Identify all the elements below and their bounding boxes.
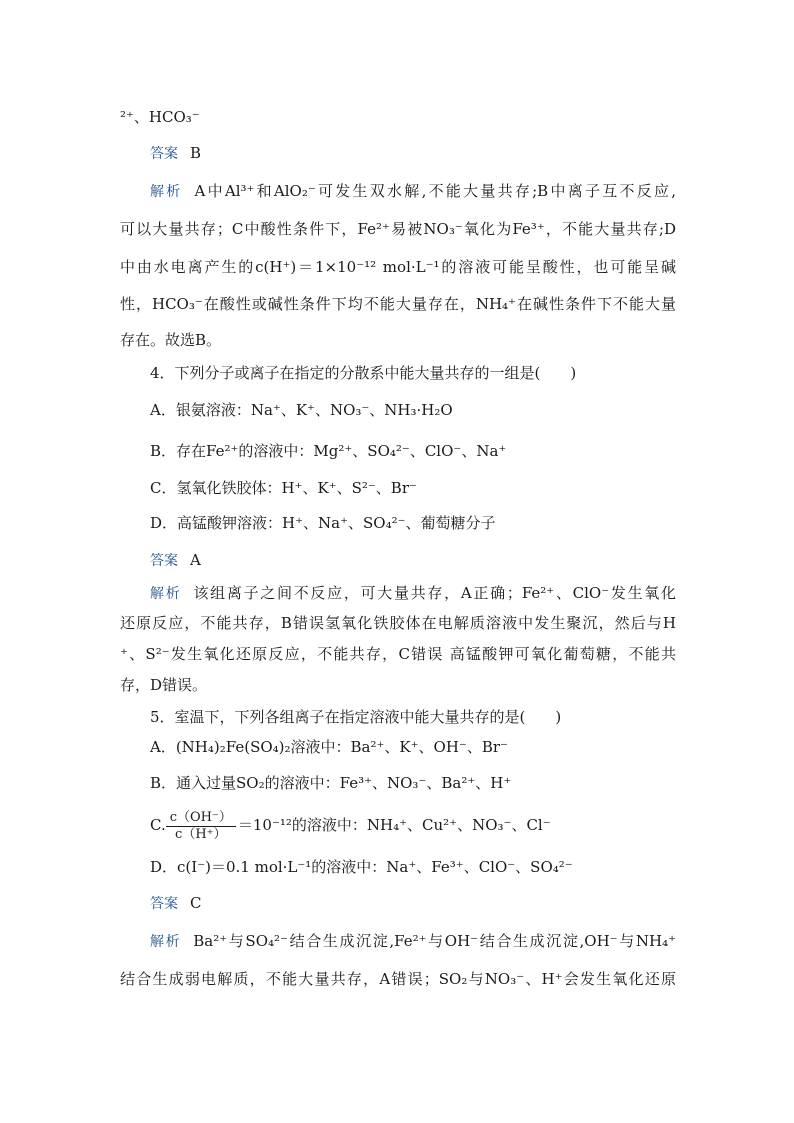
answer-label: 答案 xyxy=(150,553,178,569)
text-line: 还原反应，不能共存，B错误氢氧化铁胶体在电解质溶液中发生聚沉，然后与H xyxy=(120,614,676,632)
question-line: 4．下列分子或离子在指定的分散系中能大量共存的一组是( ) xyxy=(150,364,577,382)
option-line-fraction: C. $\frac{c(OH^-)}{c(H^+)}$ ＝10⁻¹²的溶液中：NH₄⁺、Cu²⁺、NO₃⁻、Cl⁻ xyxy=(150,809,551,842)
analysis-label: 解析 xyxy=(150,184,183,200)
text-line: ²⁺、HCO₃⁻ xyxy=(120,108,200,126)
text-line: 存，D错误。 xyxy=(120,676,208,694)
analysis-label: 解析 xyxy=(150,934,182,950)
option-line: B．存在Fe²⁺的溶液中：Mg²⁺、SO₄²⁻、ClO⁻、Na⁺ xyxy=(150,442,507,460)
fraction: $\frac{c(OH^-)}{c(H^+)}$ xyxy=(166,810,236,843)
option-line: B．通入过量SO₂的溶液中：Fe³⁺、NO₃⁻、Ba²⁺、H⁺ xyxy=(150,774,512,792)
option-line: D．c(I⁻)＝0.1 mol·L⁻¹的溶液中：Na⁺、Fe³⁺、ClO⁻、SO₄²⁻ xyxy=(150,858,573,876)
answer-line: 答案 B xyxy=(150,144,202,162)
text-line: 性，HCO₃⁻在酸性或碱性条件下均不能大量存在，NH₄⁺在碱性条件下不能大量 xyxy=(120,295,676,313)
text-line: 可以大量共存；C中酸性条件下，Fe²⁺易被NO₃⁻氧化为Fe³⁺，不能大量共存;D xyxy=(120,220,676,238)
question-line: 5．室温下，下列各组离子在指定溶液中能大量共存的是( ) xyxy=(150,708,562,726)
analysis-line: 解析 Ba²⁺与SO₄²⁻结合生成沉淀,Fe²⁺与OH⁻结合生成沉淀,OH⁻与NH₄⁺ xyxy=(150,932,676,950)
text-line: 结合生成弱电解质，不能大量共存，A错误；SO₂与NO₃⁻、H⁺会发生氧化还原 xyxy=(120,970,676,988)
option-line: D．高锰酸钾溶液：H⁺、Na⁺、SO₄²⁻、葡萄糖分子 xyxy=(150,514,496,532)
option-line: A．(NH₄)₂Fe(SO₄)₂溶液中：Ba²⁺、K⁺、OH⁻、Br⁻ xyxy=(150,738,508,756)
answer-label: 答案 xyxy=(150,146,178,162)
text-line: ⁺、S²⁻发生氧化还原反应，不能共存，C错误 高锰酸钾可氧化葡萄糖，不能共 xyxy=(120,645,676,663)
analysis-line: 解析 A中Al³⁺和AlO₂⁻可发生双水解,不能大量共存;B中离子互不反应, xyxy=(150,182,676,200)
option-line: A．银氨溶液：Na⁺、K⁺、NO₃⁻、NH₃·H₂O xyxy=(150,401,453,419)
answer-label: 答案 xyxy=(150,896,178,912)
option-line: C．氢氧化铁胶体：H⁺、K⁺、S²⁻、Br⁻ xyxy=(150,479,417,497)
answer-line: 答案 C xyxy=(150,894,202,912)
text-line: 存在。故选B。 xyxy=(120,331,222,349)
analysis-label: 解析 xyxy=(150,586,182,602)
answer-line: 答案 A xyxy=(150,551,201,569)
text-line: 中由水电离产生的c(H⁺)＝1×10⁻¹² mol·L⁻¹的溶液可能呈酸性，也可能呈碱 xyxy=(120,258,676,276)
analysis-line: 解析 该组离子之间不反应，可大量共存，A正确；Fe²⁺、ClO⁻发生氧化 xyxy=(150,584,676,602)
